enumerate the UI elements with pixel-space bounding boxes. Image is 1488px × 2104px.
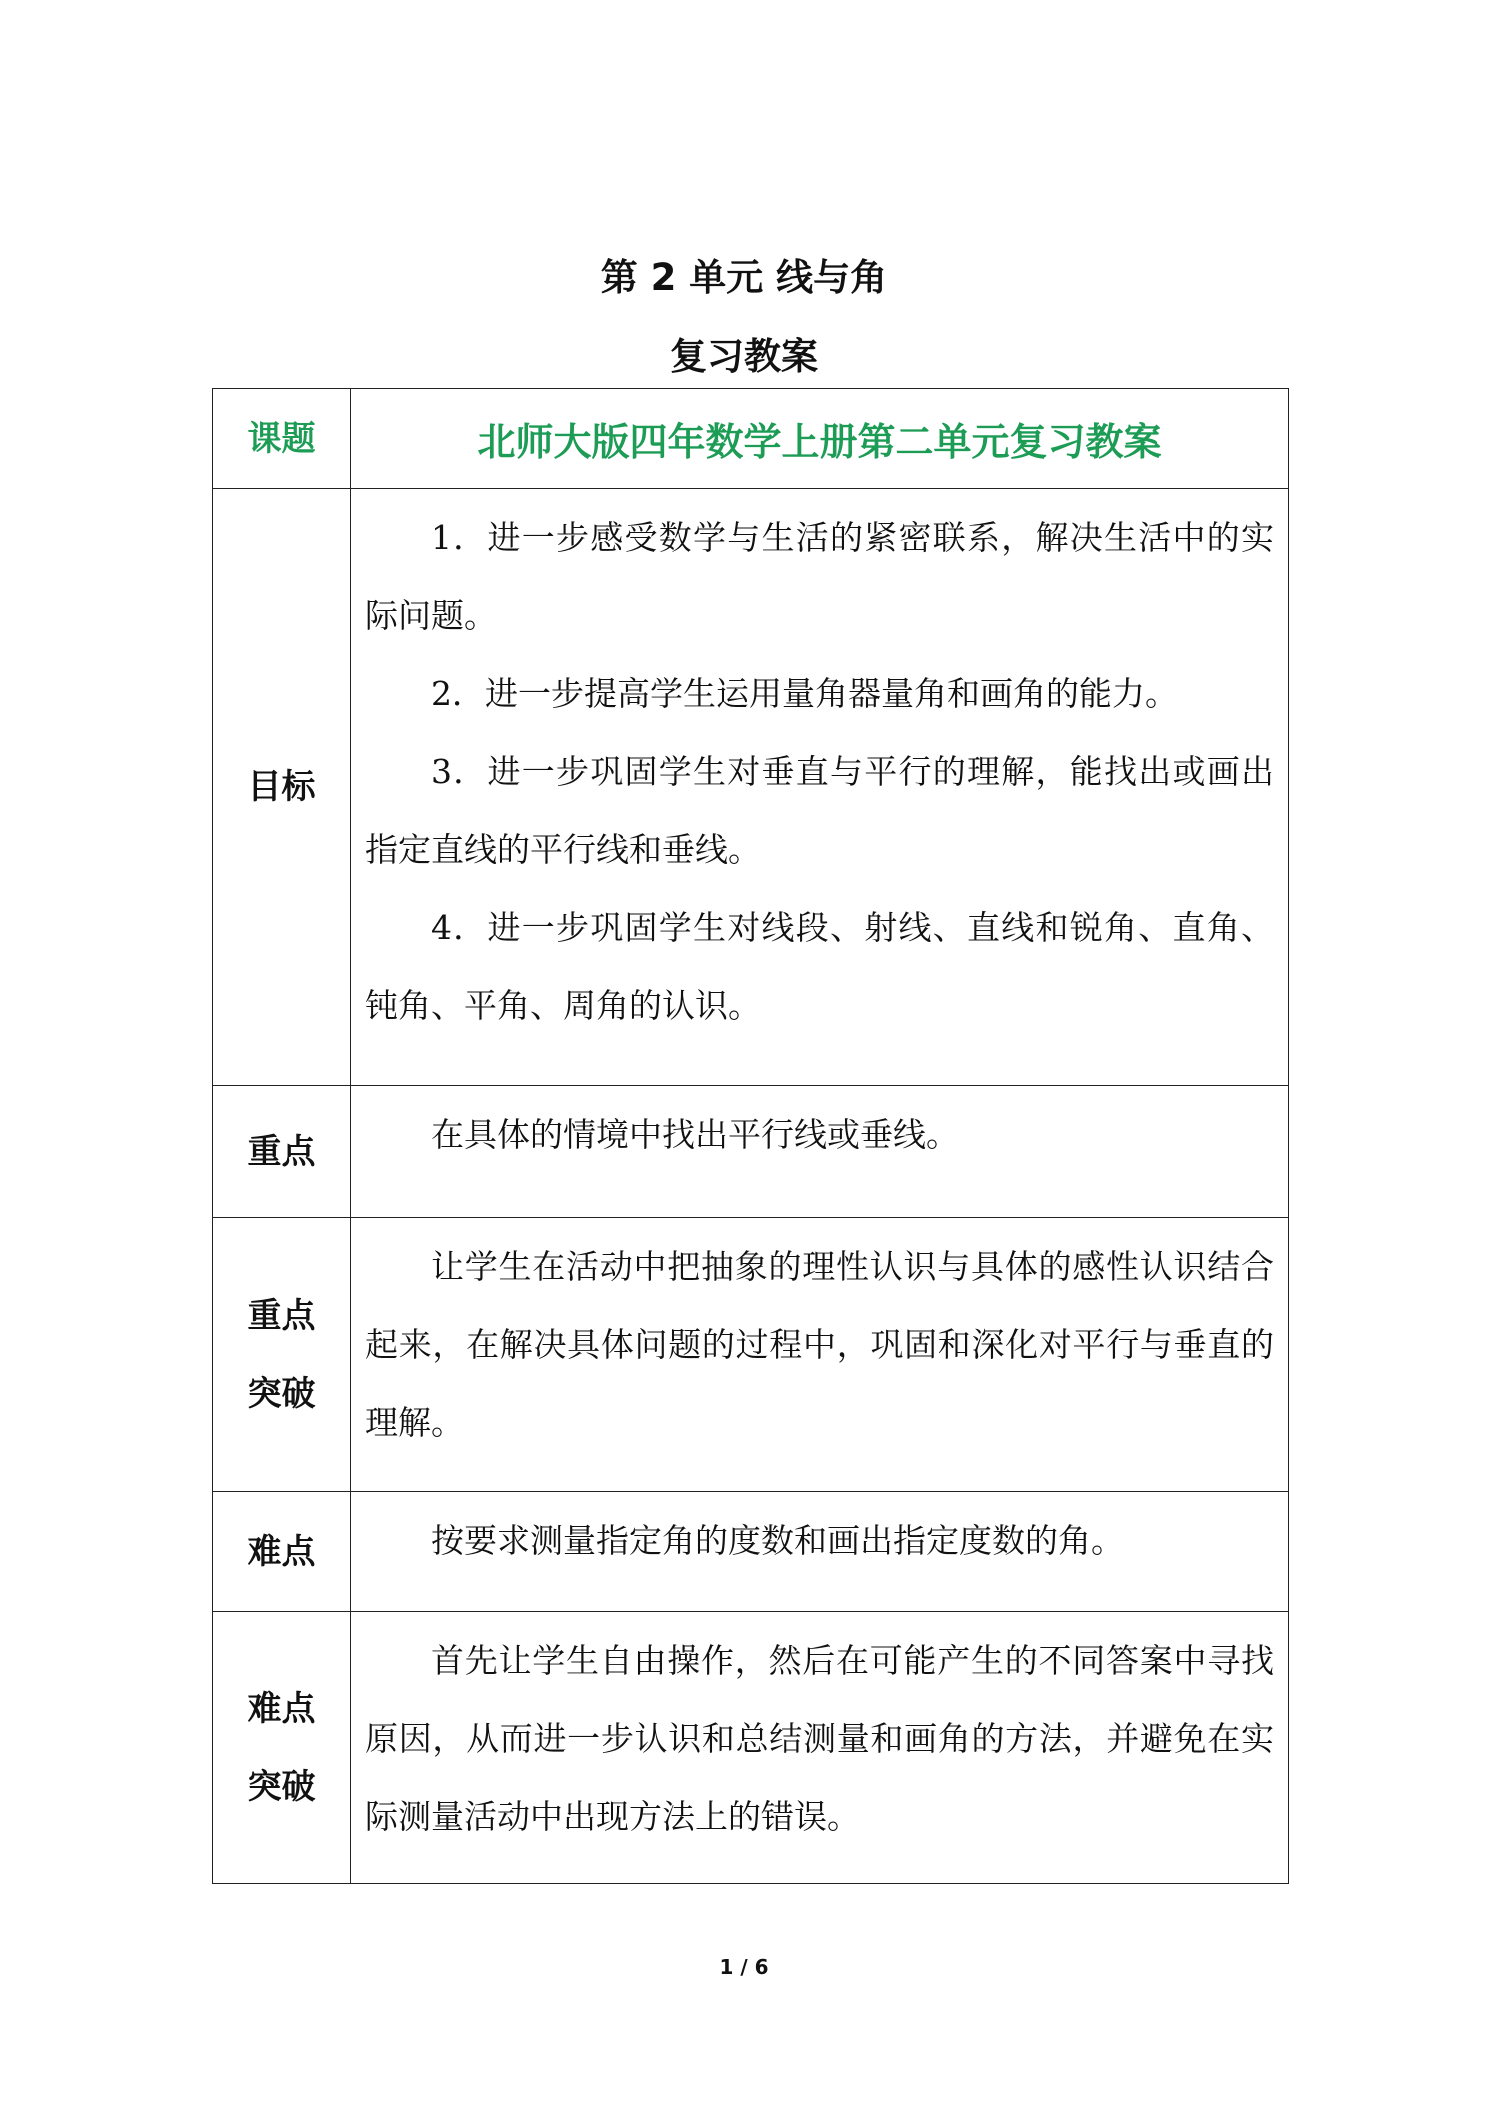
key-point-text: 在具体的情境中找出平行线或垂线。 [431, 1115, 959, 1154]
table-row-key-point [213, 1086, 1289, 1218]
key-breakthrough-text: 让学生在活动中把抽象的理性认识与具体的感性认识结合起来，在解决具体问题的过程中，巩固和深化对平行与垂直的理解。 [365, 1247, 1274, 1442]
goals-cell [351, 489, 1289, 1086]
document-subtitle: 复习教案 [670, 335, 818, 378]
difficulty-breakthrough-label [213, 1612, 351, 1884]
difficulty-label: 难点 [213, 1492, 351, 1612]
key-breakthrough-cell [351, 1218, 1289, 1492]
document-title: 第 2 单元 线与角 [600, 256, 888, 299]
goal-item: 3．进一步巩固学生对垂直与平行的理解，能找出或画出指定直线的平行线和垂线。 [365, 752, 1274, 869]
key-point-cell [351, 1086, 1289, 1218]
key-point-label: 重点 [213, 1086, 351, 1218]
key-breakthrough-label [213, 1218, 351, 1492]
difficulty-breakthrough-label-line2: 突破 [247, 1766, 316, 1807]
lesson-plan-table [212, 388, 1289, 1884]
table-row-key-breakthrough [213, 1218, 1289, 1492]
topic-value: 北师大版四年数学上册第二单元复习教案 [351, 389, 1289, 489]
page-number: 1 / 6 [719, 1955, 769, 1979]
difficulty-cell [351, 1492, 1289, 1612]
topic-label: 课题 [213, 389, 351, 489]
goal-item: 1．进一步感受数学与生活的紧密联系，解决生活中的实际问题。 [365, 518, 1274, 635]
table-row-difficulty-breakthrough [213, 1612, 1289, 1884]
goal-item: 4．进一步巩固学生对线段、射线、直线和锐角、直角、钝角、平角、周角的认识。 [365, 908, 1274, 1025]
difficulty-text: 按要求测量指定角的度数和画出指定度数的角。 [431, 1521, 1124, 1560]
key-breakthrough-label-line1: 重点 [247, 1295, 316, 1336]
key-breakthrough-label-line2: 突破 [247, 1373, 316, 1414]
goal-item: 2．进一步提高学生运用量角器量角和画角的能力。 [431, 674, 1178, 713]
difficulty-breakthrough-cell [351, 1612, 1289, 1884]
table-row-topic [213, 389, 1289, 489]
difficulty-breakthrough-text: 首先让学生自由操作，然后在可能产生的不同答案中寻找原因，从而进一步认识和总结测量和画角的方法，并避免在实际测量活动中出现方法上的错误。 [365, 1641, 1274, 1836]
table-row-goals [213, 489, 1289, 1086]
goals-label: 目标 [213, 489, 351, 1086]
difficulty-breakthrough-label-line1: 难点 [247, 1688, 316, 1729]
table-row-difficulty [213, 1492, 1289, 1612]
